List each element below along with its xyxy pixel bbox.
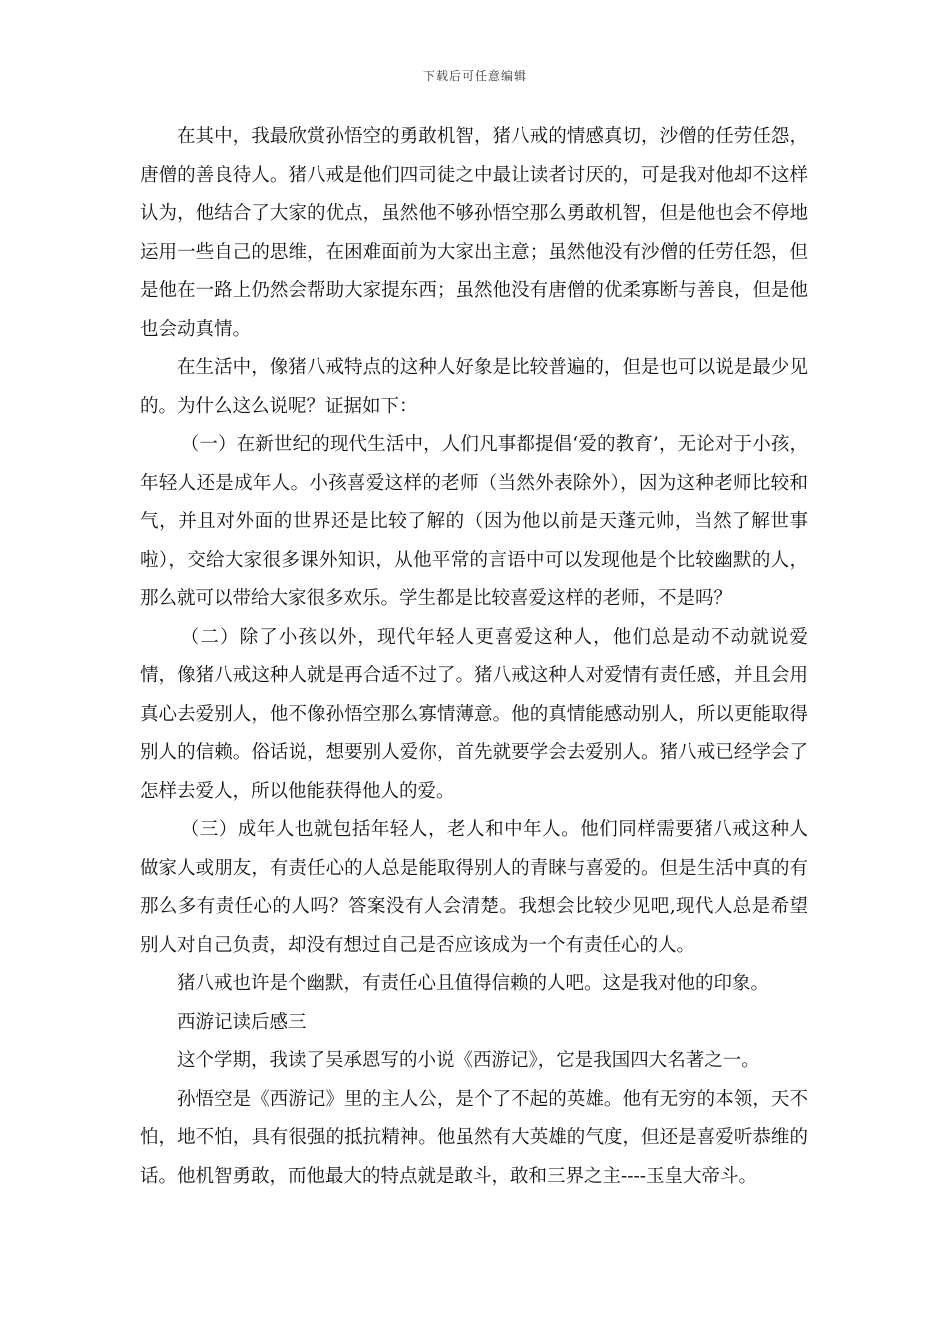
paragraph-life-observation: 在生活中，像猪八戒特点的这种人好象是比较普遍的，但是也可以说是最少见的。为什么这么说呢？证据如下： (140, 357, 808, 417)
paragraph-character-appreciation: 在其中，我最欣赏孙悟空的勇敢机智，猪八戒的情感真切，沙僧的任劳任怨，唐僧的善良待人。猪八戒是他们四司徒之中最让读者讨厌的，可是我对他却不这样认为，他结合了大家的优点，虽然他不够孙悟空那么勇敢机智，但是他也会不停地运用一些自己的思维，在困难面前为大家出主意；虽然他没有沙僧的任劳任怨，但是他在一路上仍然会帮助大家提东西；虽然他没有唐僧的优柔寡断与善良，但是他也会动真情。 (140, 126, 808, 340)
paragraph-point-three: （三）成年人也就包括年轻人，老人和中年人。他们同样需要猪八戒这种人做家人或朋友，有责任心的人总是能取得别人的青睐与喜爱的。但是生活中真的有那么多有责任心的人吗？答案没有人会清楚。我想会比较少见吧,现代人总是希望别人对自己负责，却没有想过自己是否应该成为一个有责任心的人。 (140, 819, 808, 956)
paragraph-point-one: （一）在新世纪的现代生活中，人们凡事都提倡‘爱的教育’，无论对于小孩，年轻人还是成年人。小孩喜爱这样的老师（当然外表除外），因为这种老师比较和气，并且对外面的世界还是比较了解的（因为他以前是天蓬元帅，当然了解世事啦），交给大家很多课外知识，从他平常的言语中可以发现他是个比较幽默的人，那么就可以带给大家很多欢乐。学生都是比较喜爱这样的老师，不是吗？ (140, 434, 808, 609)
document-body (140, 118, 808, 1196)
paragraph-intro: 这个学期，我读了吴承恩写的小说《西游记》，它是我国四大名著之一。 (177, 1050, 760, 1071)
paragraph-sun-wukong: 孙悟空是《西游记》里的主人公，是个了不起的英雄。他有无穷的本领，天不怕，地不怕，具有很强的抵抗精神。他虽然有大英雄的气度，但还是喜爱听恭维的话。他机智勇敢，而他最大的特点就是敢斗，敢和三界之主----玉皇大帝斗。 (140, 1088, 808, 1187)
paragraph-conclusion: 猪八戒也许是个幽默，有责任心且值得信赖的人吧。这是我对他的印象。 (177, 973, 770, 994)
section-title: 西游记读后感三 (177, 1011, 307, 1033)
page-header: 下载后可任意编辑 (422, 69, 527, 83)
paragraph-point-two: （二）除了小孩以外，现代年轻人更喜爱这种人，他们总是动不动就说爱情，像猪八戒这种人就是再合适不过了。猪八戒这种人对爱情有责任感，并且会用真心去爱别人，他不像孙悟空那么寡情薄意。他的真情能感动别人，所以更能取得别人的信赖。俗话说，想要别人爱你，首先就要学会去爱别人。猪八戒已经学会了怎样去爱人，所以他能获得他人的爱。 (140, 626, 808, 802)
